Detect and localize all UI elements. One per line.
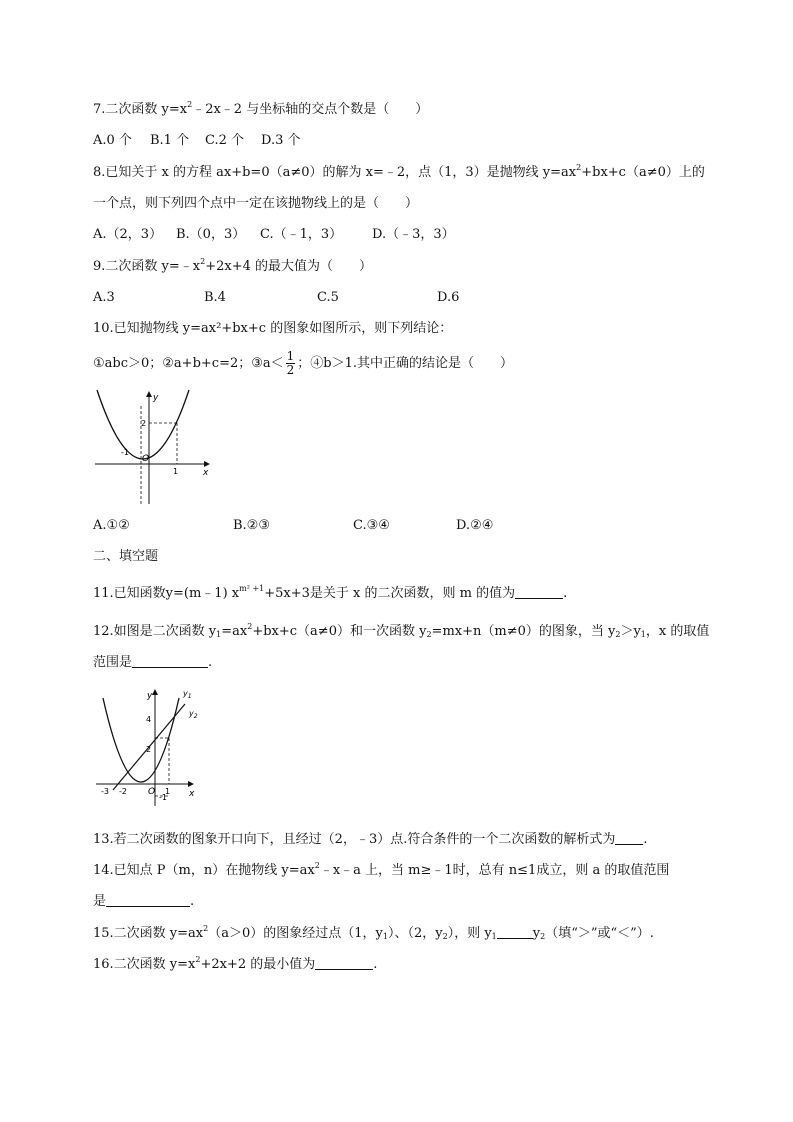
q16-stem: 16.二次函数 $y=x^2+2x+2$ 的最小值为 . [93,955,378,972]
q15-stem: 15.二次函数 $y=ax^2(a>0)$的图象经过点（1，$y_1$）、（2，$y_2$），则 $y_1$ $y_2$（填“＞”或“＜”）. [93,924,654,941]
tick-label: 4 [146,715,152,724]
q8-option-c: C.（﹣1，3） [260,227,343,242]
q8-option-d: D.（﹣3，3） [372,227,455,242]
q7-stem: 7.二次函数 $y=x^2﹣2x﹣2$ 与坐标轴的交点个数是（ ） [93,100,429,117]
y-axis-label: y [153,393,159,403]
q14-stem-line2: 是 . [93,894,195,909]
answer-blank[interactable] [615,832,643,845]
tick-label: 1 [173,467,179,476]
q8-option-a: A.（2，3） [93,227,163,242]
q10-parabola-graph [93,388,215,506]
q7-option-d: D.3 个 [261,133,301,148]
q11-stem: 11.已知函数y=(m﹣1) $x^{m^2 +1}+5x+3$是关于 x 的二次函数，则 m 的值为 . [93,584,568,601]
section-heading: 二、填空题 [93,549,159,564]
x-axis-label: x [203,468,209,478]
q9-option-b: B.4 [204,290,226,305]
q10-option-a: A.①② [93,518,130,533]
q7-option-b: B.1 个 [150,133,190,148]
origin-label: O [148,787,156,797]
q12-function-graph [93,686,203,810]
y1-label: $y_1$ [183,689,192,700]
tick-label: 1 [165,787,171,796]
answer-blank[interactable] [132,655,208,668]
answer-blank[interactable] [515,586,563,599]
q9-option-d: D.6 [437,290,460,305]
tick-label: -1 [159,793,167,802]
q14-stem-line1: 14.已知点 P（m，n）在抛物线 $y=ax^2﹣x﹣a$ 上，当 m≥﹣1时，总有 n≤1成立，则 a 的取值范围 [93,861,670,878]
q13-stem: 13.若二次函数的图象开口向下，且经过（2，﹣3）点.符合条件的一个二次函数的解析式为 . [93,832,648,847]
answer-blank[interactable] [106,894,190,907]
q9-option-c: C.5 [317,290,339,305]
q9-stem: 9.二次函数 $y=﹣x^2+2x+4$ 的最大值为（ ） [93,257,372,274]
tick-label: 2 [146,745,152,754]
answer-blank[interactable] [497,926,533,939]
q7-option-c: C.2 个 [205,133,245,148]
q10-conditions: ①abc＞0；②a+b+c=2；③a＜ $\frac{1}{2}$ ；④b＞1.其中正确的结论是（ ） [93,349,514,377]
q8-stem-line2: 一个点，则下列四个点中一定在该抛物线上的是（ ） [93,196,419,211]
q10-option-d: D.②④ [456,518,494,533]
one-half-fraction: $\frac{1}{2}$ [286,349,295,377]
y2-label: $y_2$ [189,709,198,720]
tick-label: -1 [121,448,129,457]
origin-label: O [142,454,150,464]
q8-stem-line1: 8.已知关于 x 的方程 ax+b=0（a≠0）的解为 x=﹣2，点（1，3）是抛物线 $y=ax^2+bx+c(a\ne 0)$上的 [93,163,705,180]
q10-stem: 10.已知抛物线 y=ax²+bx+c 的图象如图所示，则下列结论： [93,321,453,336]
answer-blank[interactable] [315,957,373,970]
q8-option-b: B.（0，3） [176,227,246,242]
tick-label: -2 [119,787,127,796]
q12-stem-line2: 范围是 . [93,655,213,670]
x-axis-label: x [189,789,195,799]
q10-option-c: C.③④ [353,518,390,533]
tick-label: -3 [101,787,109,796]
y-axis-label: y [147,691,153,701]
tick-label: 2 [141,419,147,428]
q7-option-a: A.0 个 [93,133,132,148]
q10-option-b: B.②③ [233,518,270,533]
parabola-y1 [103,698,179,782]
q12-stem-line1: 12.如图是二次函数 $y_1=ax^2+bx+c(a\ne 0)$和一次函数 $y_2=mx+n(m\ne 0)$的图象，当 $y_2>y_1$，x 的取值 [93,622,710,639]
q9-option-a: A.3 [93,290,115,305]
